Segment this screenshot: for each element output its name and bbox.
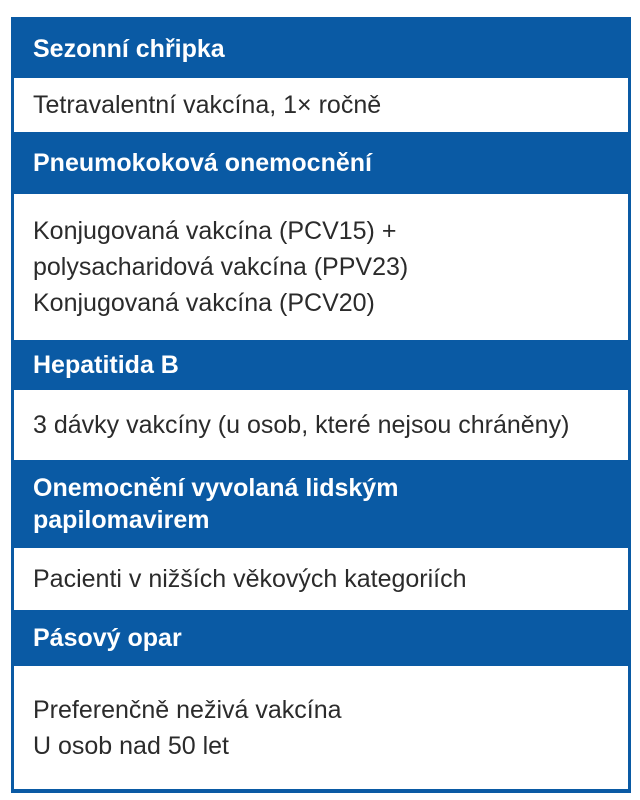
heading-line: Hepatitida B xyxy=(33,351,179,379)
heading-line: Pásový opar xyxy=(33,624,182,652)
section-heading-shingles xyxy=(14,610,628,666)
body-line: Konjugovaná vakcína (PCV15) + xyxy=(33,217,397,245)
section-body-hpv xyxy=(14,548,628,610)
body-line: polysacharidová vakcína (PPV23) xyxy=(33,253,409,281)
section-heading-hepatitis-b xyxy=(14,340,628,390)
body-line: 3 dávky vakcíny (u osob, které nejsou chráněny) xyxy=(33,411,570,439)
vaccination-table xyxy=(11,17,631,793)
section-body-shingles xyxy=(14,666,628,789)
heading-line: papilomavirem xyxy=(33,506,210,534)
section-body-pneumococcal xyxy=(14,194,628,340)
heading-line: Onemocnění vyvolaná lidským xyxy=(33,474,399,502)
heading-line: Pneumokoková onemocnění xyxy=(33,149,372,177)
body-line: Preferenčně neživá vakcína xyxy=(33,695,342,724)
heading-line: Sezonní chřipka xyxy=(33,35,225,63)
section-heading-hpv xyxy=(14,460,628,548)
body-line: Pacienti v nižších věkových kategoriích xyxy=(33,565,467,593)
section-body-seasonal-flu xyxy=(14,78,628,132)
body-line: Tetravalentní vakcína, 1× ročně xyxy=(33,91,382,119)
body-line: U osob nad 50 let xyxy=(33,731,229,760)
section-heading-pneumococcal xyxy=(14,132,628,194)
body-line: Konjugovaná vakcína (PCV20) xyxy=(33,289,375,317)
section-heading-seasonal-flu xyxy=(14,20,628,78)
section-body-hepatitis-b xyxy=(14,390,628,460)
